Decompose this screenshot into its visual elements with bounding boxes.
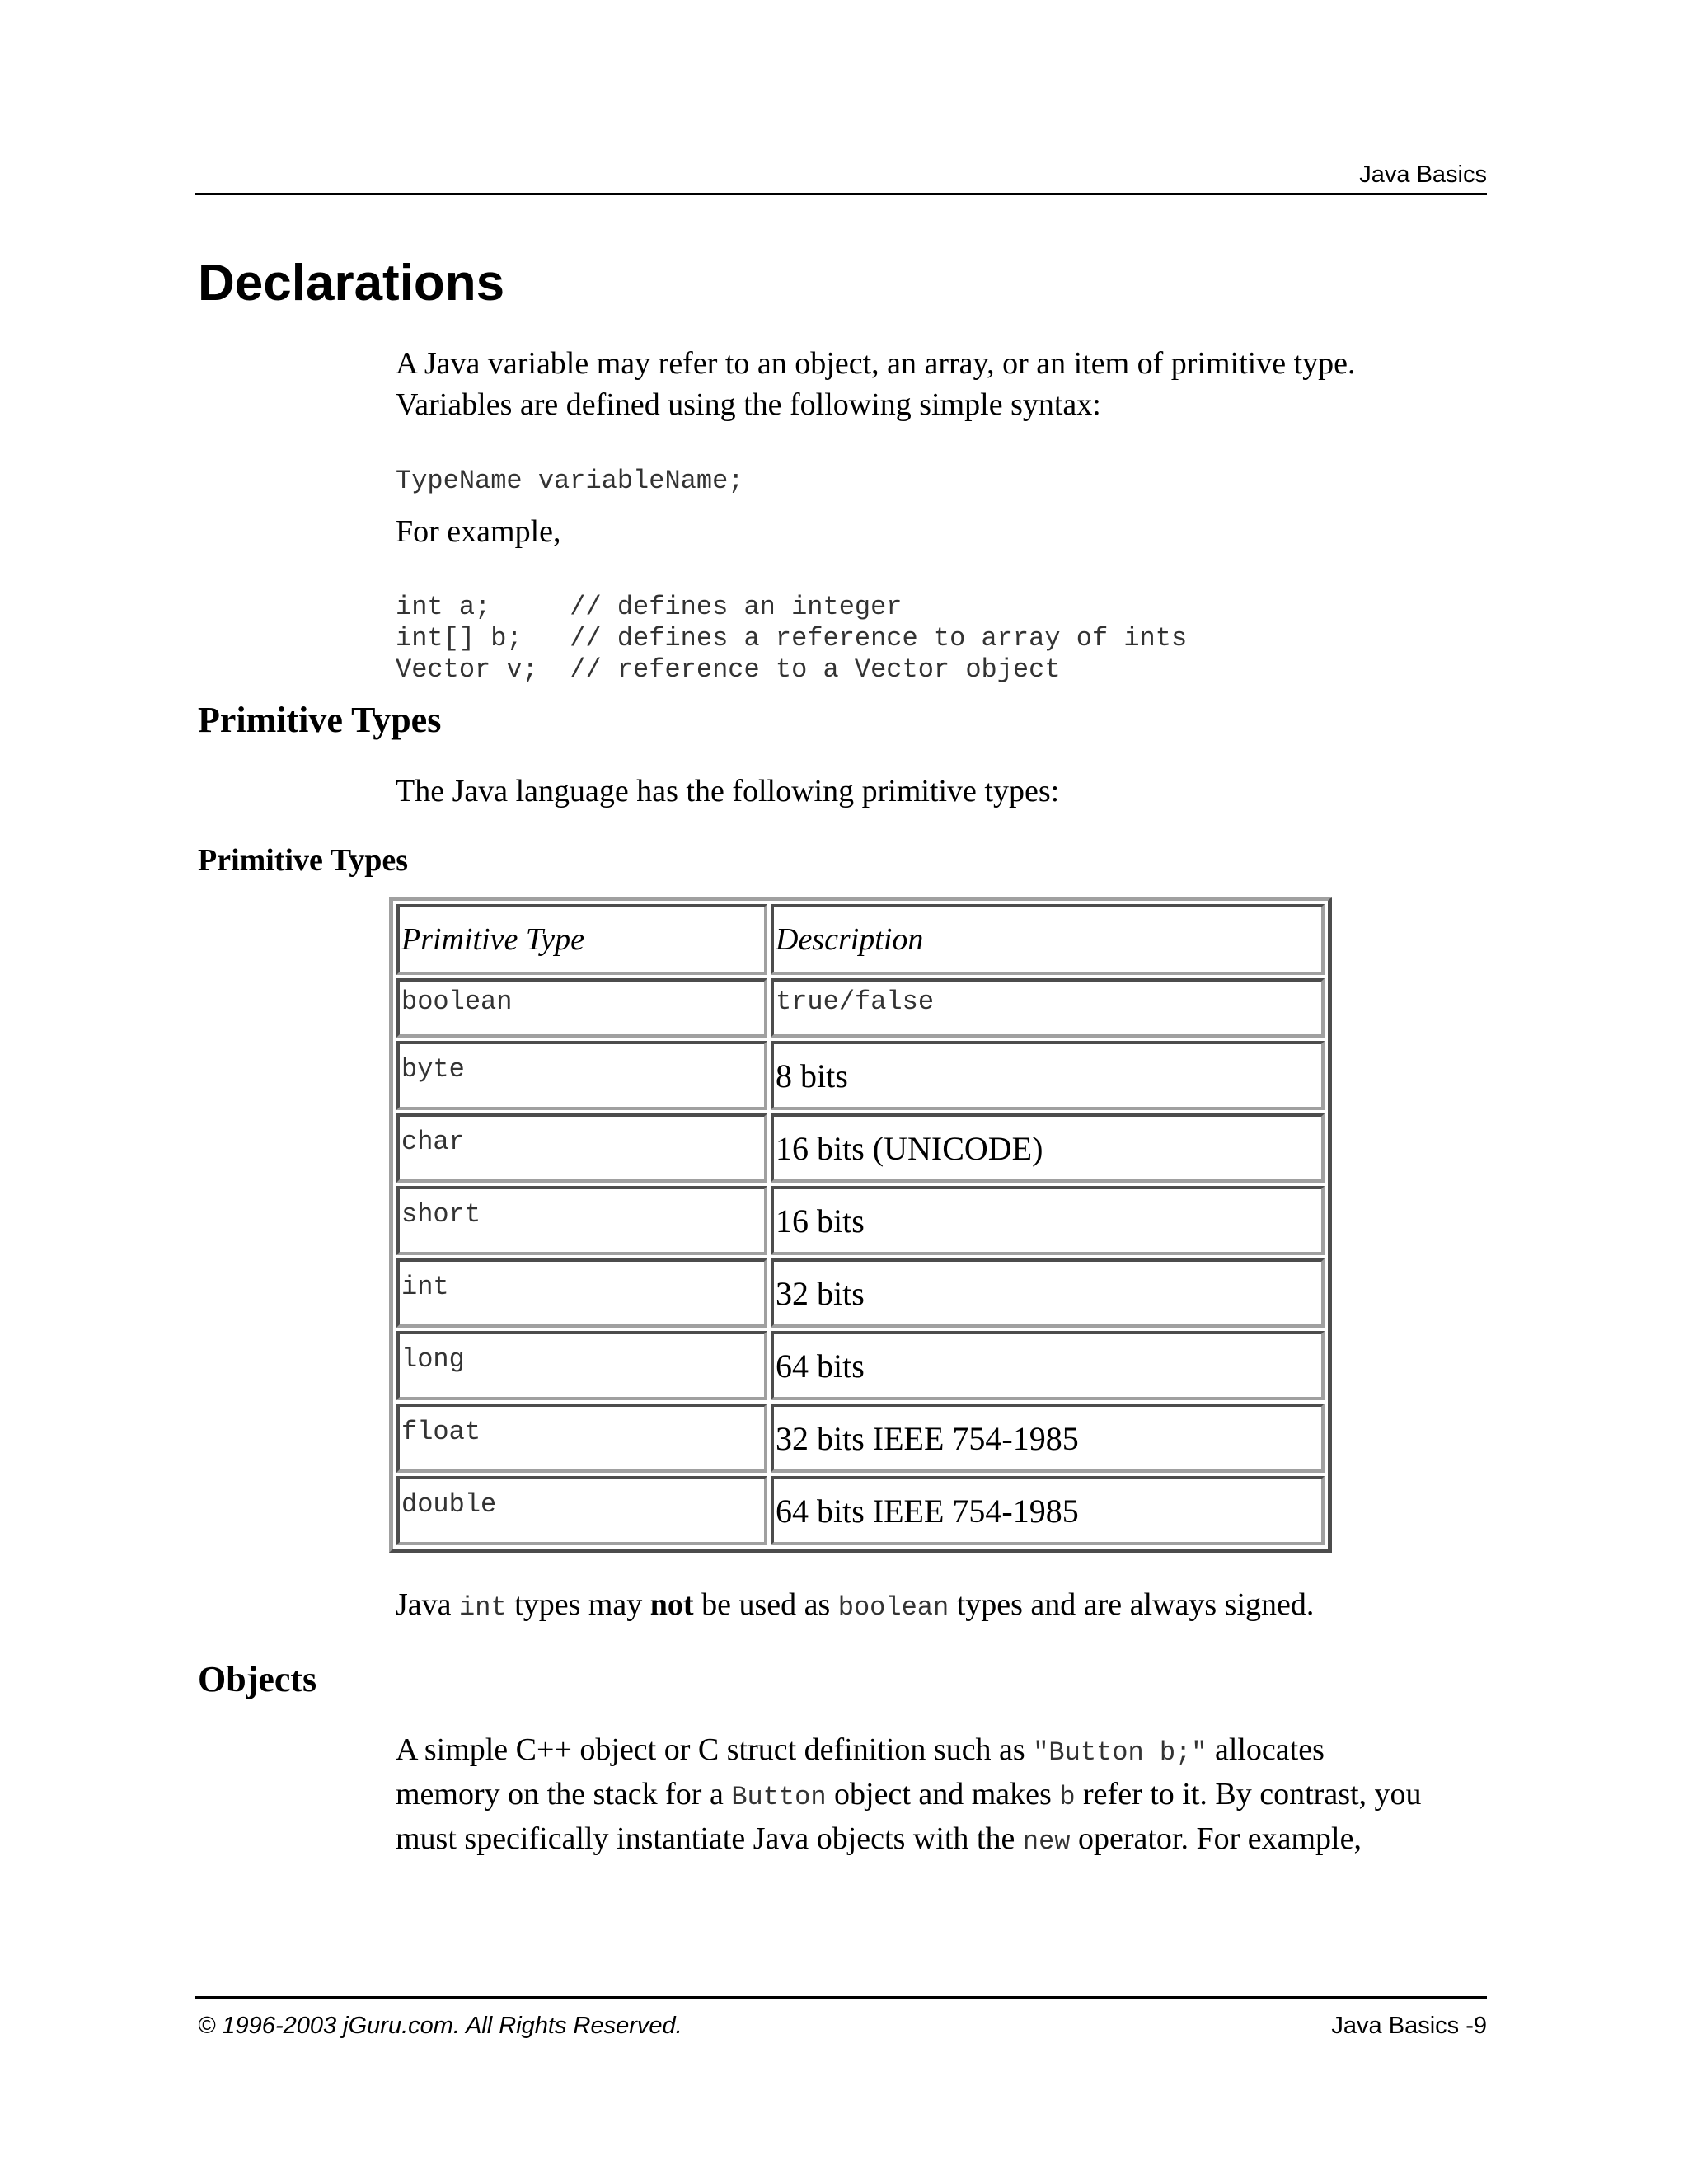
footer-rule	[195, 1996, 1487, 1999]
type-cell: boolean	[396, 978, 767, 1038]
intro-paragraph	[396, 343, 1492, 425]
description-cell: 8 bits	[771, 1041, 1325, 1110]
table-row	[396, 1331, 1325, 1400]
section-heading-primitive-types: Primitive Types	[198, 700, 442, 740]
description-cell: 32 bits IEEE 754-1985	[771, 1404, 1325, 1473]
inline-code: "Button b;"	[1033, 1737, 1207, 1768]
header-rule	[195, 193, 1487, 195]
type-cell: double	[396, 1476, 767, 1545]
type-cell: byte	[396, 1041, 767, 1110]
emphasis: not	[649, 1587, 694, 1622]
type-cell: int	[396, 1258, 767, 1328]
table-row	[396, 1404, 1325, 1473]
primitive-types-table	[389, 897, 1332, 1553]
table-row	[396, 1041, 1325, 1110]
inline-code: b	[1059, 1782, 1076, 1812]
inline-code: Button	[731, 1782, 827, 1812]
description-cell: 16 bits	[771, 1186, 1325, 1255]
footer-page-number: Java Basics -9	[1331, 2013, 1487, 2039]
section-heading-objects: Objects	[198, 1659, 317, 1699]
type-cell: float	[396, 1404, 767, 1473]
inline-code: int	[459, 1592, 507, 1623]
column-header: Description	[771, 904, 1325, 975]
inline-code: new	[1022, 1826, 1071, 1857]
description-cell: 64 bits IEEE 754-1985	[771, 1476, 1325, 1545]
table-caption: Primitive Types	[198, 843, 409, 878]
intro-line-1: A Java variable may refer to an object, an array, or an item of primitive type.	[396, 346, 1356, 381]
table-row	[396, 1113, 1325, 1183]
running-header: Java Basics	[1359, 162, 1487, 188]
table-header-row	[396, 904, 1325, 975]
type-cell: char	[396, 1113, 767, 1183]
table-row	[396, 1186, 1325, 1255]
code-line: int[] b; // defines a reference to array of ints	[396, 623, 1188, 654]
inline-code: boolean	[837, 1592, 950, 1623]
column-header: Primitive Type	[396, 904, 767, 975]
for-example-text: For example,	[396, 514, 561, 549]
code-line: Vector v; // reference to a Vector object	[396, 654, 1061, 685]
objects-paragraph: A simple C++ object or C struct definition such as "Button b;" allocates memory on the stack for a Button object and makes b refer to it. By contrast, you must specifically instantiate Java objects with the new operator. For example,	[396, 1732, 1422, 1857]
primitive-intro: The Java language has the following primitive types:	[396, 774, 1060, 808]
footer-copyright: © 1996-2003 jGuru.com. All Rights Reserved.	[198, 2013, 682, 2039]
code-line: int a; // defines an integer	[396, 592, 903, 622]
page-title: Declarations	[198, 255, 505, 312]
description-cell: true/false	[771, 978, 1325, 1038]
syntax-code: TypeName variableName;	[396, 466, 744, 496]
table-row	[396, 1476, 1325, 1545]
primitive-note: Java int types may not be used as boolean types and are always signed.	[396, 1587, 1315, 1623]
intro-line-2: Variables are defined using the following simple syntax:	[396, 387, 1101, 422]
table-row	[396, 1258, 1325, 1328]
table-row	[396, 978, 1325, 1038]
type-cell: long	[396, 1331, 767, 1400]
description-cell: 32 bits	[771, 1258, 1325, 1328]
description-cell: 64 bits	[771, 1331, 1325, 1400]
type-cell: short	[396, 1186, 767, 1255]
description-cell: 16 bits (UNICODE)	[771, 1113, 1325, 1183]
example-code-block	[396, 592, 1187, 686]
